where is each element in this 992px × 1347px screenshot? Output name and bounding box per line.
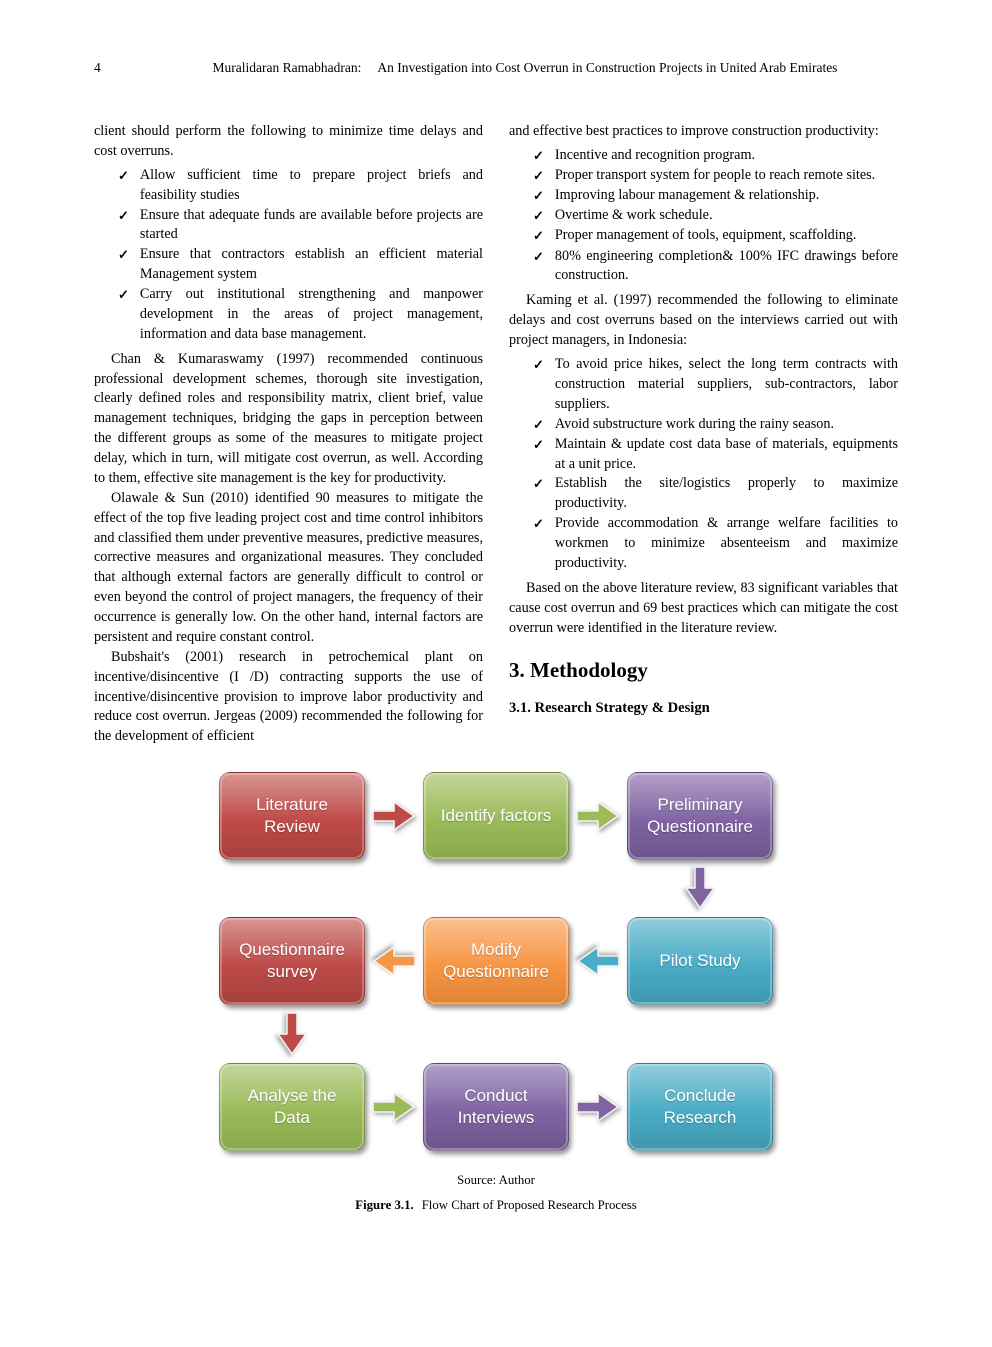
right-checklist-1	[509, 146, 898, 286]
left-column	[94, 122, 483, 747]
checklist-item-text: Proper transport system for people to reach remote sites.	[554, 167, 876, 184]
subsection-heading-research-strategy: 3.1. Research Strategy & Design	[509, 699, 710, 716]
paragraph-chan: Chan & Kumaraswamy (1997) recommended continuous professional development schemes, thorough site investigation, clearly defined roles and responsibility matrix, client brief, value management techniques, bridging the gaps in perception between the different groups as some of the measures to mitigate project delay, which in turn, will mitigate cost overrun, as well. According to them, effective site management is the key for productivity.	[94, 350, 483, 486]
arrow-right-icon	[371, 1088, 417, 1126]
right-checklist-2	[509, 355, 898, 574]
figure-caption	[94, 1198, 898, 1213]
arrow-right-icon	[575, 797, 621, 835]
flowchart-box-conclude-research	[627, 1063, 773, 1151]
check-icon: ✓	[533, 208, 544, 224]
check-icon: ✓	[533, 188, 544, 204]
paragraph-kaming: Kaming et al. (1997) recommended the following to eliminate delays and cost overruns based on the interviews carried out with project managers, in Indonesia:	[509, 292, 898, 349]
flowchart-box-label: Literature Review	[256, 795, 328, 837]
checklist-item	[533, 206, 898, 226]
flowchart-box-analyse-the-data	[219, 1063, 365, 1151]
checklist-item	[533, 166, 898, 186]
flowchart-box-questionnaire-survey	[219, 917, 365, 1005]
check-icon: ✓	[533, 168, 544, 184]
arrow-left-icon	[371, 942, 417, 980]
flowchart-box-label: Conclude Research	[663, 1086, 737, 1128]
check-icon: ✓	[118, 247, 129, 263]
left-checklist	[94, 166, 483, 345]
flowchart-box-label: Modify Questionnaire	[443, 940, 549, 982]
flowchart-box-conduct-interviews	[423, 1063, 569, 1151]
flowchart-box-label: Identify factors	[440, 806, 552, 826]
running-title	[152, 60, 898, 76]
right-column	[509, 122, 898, 747]
check-icon: ✓	[118, 207, 129, 223]
check-icon: ✓	[533, 416, 544, 432]
check-icon: ✓	[118, 167, 129, 183]
left-intro-paragraph: client should perform the following to minimize time delays and cost overruns.	[94, 123, 483, 159]
running-title-text: An Investigation into Cost Overrun in Construction Projects in United Arab Emirates	[377, 60, 838, 75]
figure-caption-text: Flow Chart of Proposed Research Process	[421, 1198, 637, 1213]
arrow-right-icon	[575, 1088, 621, 1126]
checklist-item	[533, 355, 898, 415]
check-icon: ✓	[533, 228, 544, 244]
checklist-item	[533, 226, 898, 246]
checklist-item-text: Carry out institutional strengthening and manpower development in the areas of project management, information and data base management.	[139, 286, 483, 342]
flowchart-box-literature-review	[219, 772, 365, 860]
right-intro-paragraph: and effective best practices to improve construction productivity:	[509, 123, 879, 139]
checklist-item	[118, 245, 483, 285]
flowchart-figure	[94, 771, 898, 1153]
checklist-item-text: 80% engineering completion& 100% IFC drawings before construction.	[554, 247, 898, 284]
flowchart-box-label: Pilot Study	[659, 951, 741, 971]
checklist-item	[533, 186, 898, 206]
checklist-item	[118, 206, 483, 246]
figure-label: Figure 3.1.	[355, 1198, 414, 1213]
checklist-item	[533, 514, 898, 574]
checklist-item-text: Incentive and recognition program.	[554, 146, 756, 163]
checklist-item	[533, 435, 898, 475]
checklist-item-text: To avoid price hikes, select the long term contracts with construction material suppliers, sub-contractors, labor suppliers.	[554, 355, 898, 412]
arrow-down-icon	[677, 869, 723, 907]
checklist-item	[118, 166, 483, 206]
flowchart-box-label: Preliminary Questionnaire	[647, 795, 753, 837]
checklist-item	[118, 285, 483, 345]
arrow-left-icon	[575, 942, 621, 980]
checklist-item-text: Allow sufficient time to prepare project briefs and feasibility studies	[139, 166, 483, 203]
flowchart-box-modify-questionnaire	[423, 917, 569, 1005]
page-number: 4	[94, 60, 101, 75]
arrow-right-icon	[371, 797, 417, 835]
flowchart-box-preliminary-questionnaire	[627, 772, 773, 860]
section-heading-methodology: 3. Methodology	[509, 658, 648, 683]
check-icon: ✓	[118, 287, 129, 302]
check-icon: ✓	[533, 356, 544, 372]
checklist-item-text: Improving labour management & relationship.	[554, 187, 820, 204]
paragraph-summary: Based on the above literature review, 83 significant variables that cause cost overrun and 69 best practices which can mitigate the cost overrun were identified in the literature review.	[509, 579, 898, 636]
checklist-item-text: Avoid substructure work during the rainy season.	[554, 415, 835, 432]
checklist-item-text: Ensure that adequate funds are available before projects are started	[139, 206, 483, 243]
checklist-item-text: Ensure that contractors establish an efficient material Management system	[139, 246, 483, 283]
checklist-item-text: Proper management of tools, equipment, scaffolding.	[554, 227, 857, 244]
checklist-item-text: Overtime & work schedule.	[554, 207, 713, 224]
checklist-item	[533, 146, 898, 166]
check-icon: ✓	[533, 516, 544, 532]
paragraph-bubshait: Bubshait's (2001) research in petrochemical plant on incentive/disincentive (I /D) contracting supports the use of incentive/disincentive provision to improve labor productivity and reduce cost overrun. Jergeas (2009) recommended the following for the development of efficient	[94, 648, 483, 745]
checklist-item	[533, 415, 898, 435]
paragraph-olawale: Olawale & Sun (2010) identified 90 measures to mitigate the effect of the top five leading project cost and time control inhibitors and classified them under preventive measures, predictive measures, corrective measures and organizational measures. They concluded that although external factors are generally difficult to control or even beyond the control of project managers, the frequency of their occurrence is generally low. On the other hand, internal factors are persistent and require constant control.	[94, 489, 483, 645]
arrow-down-icon	[269, 1015, 315, 1053]
flowchart-box-label: Analyse the Data	[247, 1086, 337, 1128]
flowchart-box-label: Conduct Interviews	[457, 1086, 535, 1128]
check-icon: ✓	[533, 248, 544, 264]
checklist-item-text: Provide accommodation & arrange welfare facilities to workmen to minimize absenteeism and maximize productivity.	[554, 515, 898, 571]
checklist-item-text: Establish the site/logistics properly to maximize productivity.	[554, 475, 898, 512]
running-header	[94, 60, 898, 76]
checklist-item	[533, 247, 898, 287]
flowchart-box-identify-factors	[423, 772, 569, 860]
body-columns	[94, 122, 898, 747]
check-icon: ✓	[533, 147, 544, 163]
figure-source: Source: Author	[457, 1173, 535, 1188]
check-icon: ✓	[533, 476, 544, 492]
check-icon: ✓	[533, 436, 544, 452]
running-author: Muralidaran Ramabhadran:	[212, 60, 362, 75]
checklist-item	[533, 474, 898, 514]
flowchart-box-label: Questionnaire survey	[239, 940, 345, 982]
checklist-item-text: Maintain & update cost data base of materials, equipments at a unit price.	[554, 435, 898, 472]
flowchart-box-pilot-study	[627, 917, 773, 1005]
